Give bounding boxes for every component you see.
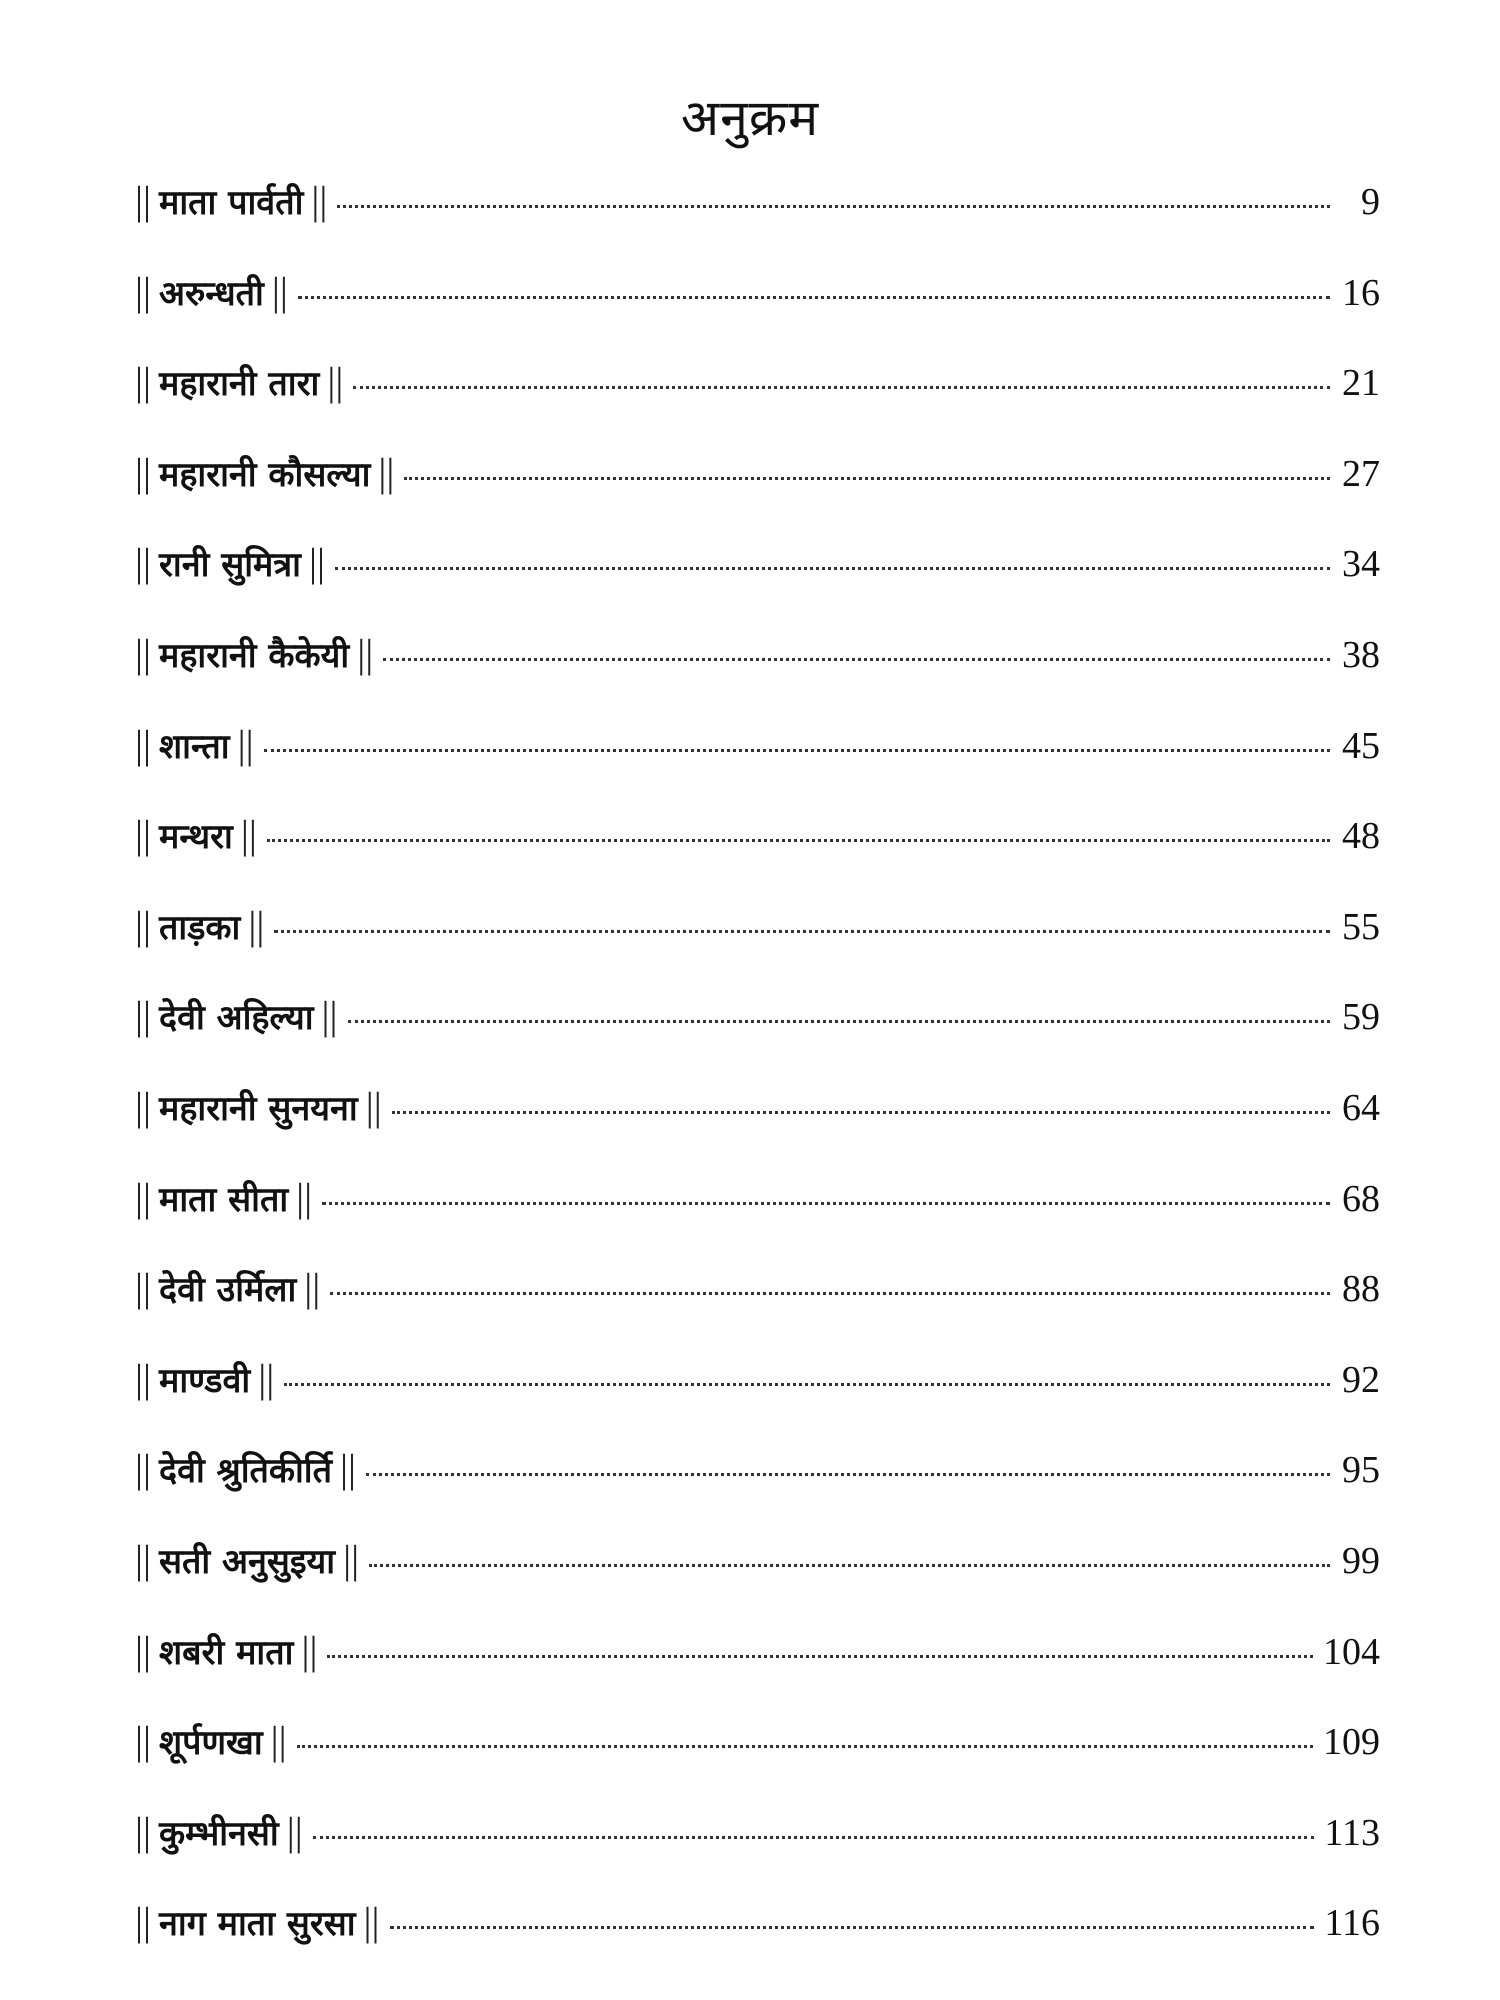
toc-entry[interactable]: [135, 1355, 1380, 1446]
toc-entry-page: 55: [1342, 905, 1380, 948]
toc-entry[interactable]: [135, 902, 1380, 993]
separator-open: ||: [135, 721, 152, 767]
toc-entry[interactable]: [135, 177, 1380, 268]
separator-close: ||: [339, 1446, 356, 1492]
toc-entry[interactable]: [135, 358, 1380, 449]
toc-entry[interactable]: [135, 992, 1380, 1083]
dot-leader: [392, 1111, 1330, 1114]
toc-entry[interactable]: [135, 539, 1380, 630]
toc-entry-page: 113: [1324, 1811, 1380, 1854]
toc-entry-page: 104: [1323, 1630, 1380, 1673]
dot-leader: [298, 296, 1330, 299]
toc-entry[interactable]: [135, 1808, 1380, 1899]
separator-open: ||: [135, 630, 152, 676]
toc-entry-title: महारानी तारा: [159, 364, 320, 405]
dot-leader: [390, 1926, 1315, 1929]
toc-entry[interactable]: [135, 1536, 1380, 1627]
separator-close: ||: [270, 1718, 287, 1764]
separator-open: ||: [135, 902, 152, 948]
toc-entry[interactable]: [135, 1898, 1380, 1989]
separator-open: ||: [135, 1808, 152, 1854]
toc-entry-title: शान्ता: [159, 726, 230, 767]
toc-entry-page: 45: [1342, 724, 1380, 767]
toc-entry[interactable]: [135, 721, 1380, 812]
dot-leader: [264, 749, 1330, 752]
toc-entry-page: 95: [1342, 1449, 1380, 1492]
dot-leader: [330, 1292, 1330, 1295]
toc-entry-page: 109: [1323, 1721, 1380, 1764]
toc-entry-title: देवी श्रुतिकीर्ति: [159, 1451, 332, 1492]
toc-entry-page: 48: [1342, 815, 1380, 858]
dot-leader: [383, 658, 1330, 661]
dot-leader: [322, 1202, 1330, 1205]
toc-entry-title: सती अनुसुइया: [159, 1541, 336, 1582]
dot-leader: [335, 567, 1330, 570]
dot-leader: [297, 1745, 1313, 1748]
toc-entry-page: 16: [1342, 271, 1380, 314]
separator-close: ||: [237, 721, 254, 767]
toc-entry[interactable]: [135, 1445, 1380, 1536]
toc-entry[interactable]: [135, 811, 1380, 902]
dot-leader: [267, 839, 1330, 842]
toc-entry-title: कुम्भीनसी: [159, 1813, 279, 1854]
separator-close: ||: [363, 1899, 380, 1945]
separator-close: ||: [304, 1265, 321, 1311]
separator-close: ||: [311, 178, 328, 223]
separator-close: ||: [271, 268, 288, 314]
separator-close: ||: [240, 812, 257, 858]
toc-entry-title: ताड़का: [159, 907, 241, 948]
toc-entry-page: 59: [1342, 996, 1380, 1039]
separator-open: ||: [135, 178, 152, 223]
toc-entry-title: महारानी कौसल्या: [159, 454, 371, 495]
page-title: अनुक्रम: [680, 88, 820, 147]
separator-open: ||: [135, 812, 152, 858]
dot-leader: [284, 1383, 1330, 1386]
table-of-contents: [135, 177, 1380, 1989]
dot-leader: [327, 1655, 1313, 1658]
toc-entry-title: रानी सुमित्रा: [159, 545, 301, 586]
separator-open: ||: [135, 1083, 152, 1129]
toc-entry[interactable]: [135, 1264, 1380, 1355]
separator-open: ||: [135, 1355, 152, 1401]
dot-leader: [353, 386, 1330, 389]
toc-entry-page: 88: [1342, 1268, 1380, 1311]
toc-entry-title: माता सीता: [159, 1179, 289, 1220]
toc-entry-title: मन्थरा: [159, 817, 233, 858]
toc-entry-page: 34: [1342, 543, 1380, 586]
separator-close: ||: [378, 449, 395, 495]
separator-open: ||: [135, 540, 152, 586]
toc-entry-title: महारानी कैकेयी: [159, 635, 350, 676]
separator-close: ||: [365, 1083, 382, 1129]
separator-open: ||: [135, 1446, 152, 1492]
toc-entry-title: माता पार्वती: [159, 183, 304, 223]
toc-entry-page: 99: [1342, 1539, 1380, 1582]
toc-entry-title: देवी अहिल्या: [159, 998, 314, 1039]
separator-open: ||: [135, 1899, 152, 1945]
dot-leader: [369, 1564, 1330, 1567]
toc-entry-title: शबरी माता: [159, 1632, 294, 1673]
toc-entry-page: 27: [1342, 452, 1380, 495]
toc-entry[interactable]: [135, 1717, 1380, 1808]
toc-entry[interactable]: [135, 268, 1380, 359]
toc-entry[interactable]: [135, 1083, 1380, 1174]
separator-close: ||: [343, 1536, 360, 1582]
separator-close: ||: [248, 902, 265, 948]
toc-entry-title: शूर्पणखा: [159, 1723, 263, 1764]
toc-entry-title: नाग माता सुरसा: [159, 1904, 356, 1945]
separator-close: ||: [258, 1355, 275, 1401]
toc-entry-page: 38: [1342, 633, 1380, 676]
separator-close: ||: [296, 1174, 313, 1220]
separator-close: ||: [308, 540, 325, 586]
toc-entry-page: 116: [1324, 1902, 1380, 1945]
separator-open: ||: [135, 1536, 152, 1582]
dot-leader: [337, 205, 1330, 208]
separator-close: ||: [286, 1808, 303, 1854]
separator-close: ||: [357, 630, 374, 676]
separator-open: ||: [135, 1265, 152, 1311]
separator-close: ||: [321, 993, 338, 1039]
separator-close: ||: [327, 359, 344, 405]
separator-close: ||: [301, 1627, 318, 1673]
toc-entry-title: माण्डवी: [159, 1360, 251, 1401]
dot-leader: [348, 1020, 1330, 1023]
toc-entry-title: अरुन्धती: [159, 273, 264, 314]
toc-entry-title: महारानी सुनयना: [159, 1088, 358, 1129]
toc-entry-page: 21: [1342, 362, 1380, 405]
dot-leader: [274, 930, 1330, 933]
dot-leader: [313, 1836, 1315, 1839]
separator-open: ||: [135, 993, 152, 1039]
toc-entry[interactable]: [135, 1627, 1380, 1718]
toc-entry-page: 64: [1342, 1086, 1380, 1129]
toc-entry[interactable]: [135, 630, 1380, 721]
dot-leader: [366, 1473, 1330, 1476]
separator-open: ||: [135, 359, 152, 405]
toc-entry-page: 68: [1342, 1177, 1380, 1220]
toc-entry-page: 9: [1361, 181, 1380, 223]
toc-entry[interactable]: [135, 1174, 1380, 1265]
separator-open: ||: [135, 1174, 152, 1220]
separator-open: ||: [135, 1718, 152, 1764]
toc-entry-title: देवी उर्मिला: [159, 1270, 297, 1311]
separator-open: ||: [135, 449, 152, 495]
dot-leader: [404, 477, 1330, 480]
toc-entry[interactable]: [135, 449, 1380, 540]
separator-open: ||: [135, 1627, 152, 1673]
separator-open: ||: [135, 268, 152, 314]
toc-entry-page: 92: [1342, 1358, 1380, 1401]
